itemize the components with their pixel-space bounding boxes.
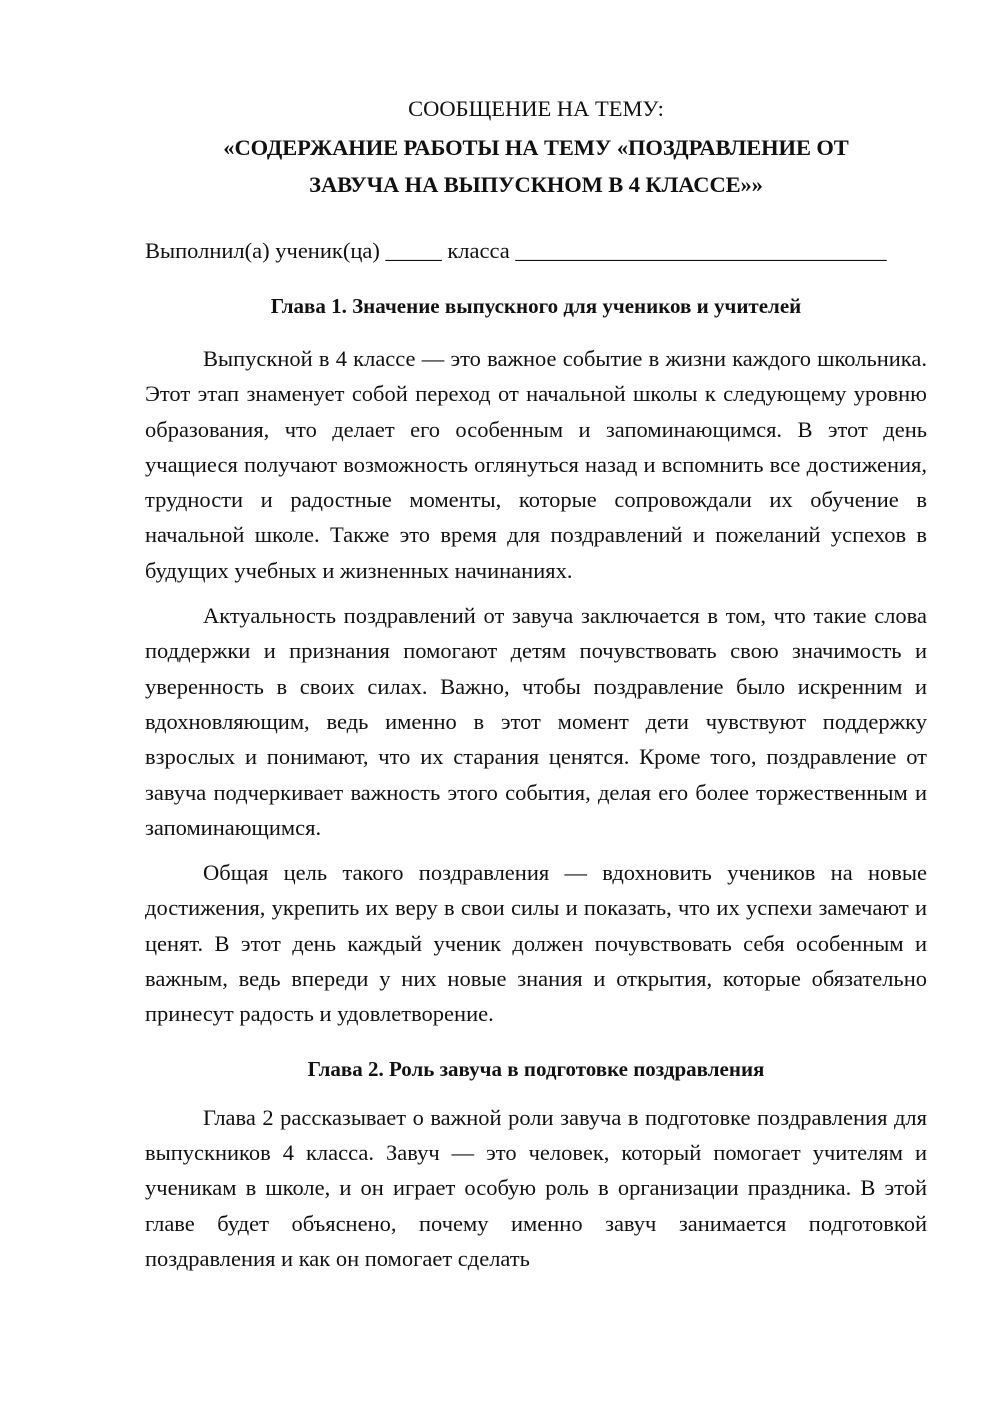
document-title-line-2: ЗАВУЧА НА ВЫПУСКНОМ В 4 КЛАССЕ»» [309,172,763,197]
document-title [145,129,927,203]
document-type-heading: СООБЩЕНИЕ НА ТЕМУ: [408,96,664,121]
performer-line: Выполнил(а) ученик(ца) _____ класса _________________________________ [145,238,887,263]
document-page [145,90,927,1276]
chapter-1-paragraph-1: Выпускной в 4 классе — это важное событие в жизни каждого школьника. Этот этап знаменует собой переход от начальной школы к следующему уровню образования, что делает его особенным и запоминающимся. В этот день учащиеся получают возможность оглянуться назад и вспомнить все достижения, трудности и радостные моменты, которые сопровождали их обучение в начальной школе. Также это время для поздравлений и пожеланий успехов в будущих учебных и жизненных начинаниях. [145,346,927,583]
chapter-2-paragraph-1: Глава 2 рассказывает о важной роли завуча в подготовке поздравления для выпускников 4 класса. Завуч — это человек, который помогает учителям и ученикам в школе, и он играет особую роль в организации праздника. В этой главе будет объяснено, почему именно завуч занимается подготовкой поздравления и как он помогает сделать [145,1104,927,1271]
chapter-2-heading: Глава 2. Роль завуча в подготовке поздравления [307,1056,765,1081]
chapter-1-heading: Глава 1. Значение выпускного для учеников и учителей [270,294,802,318]
chapter-1-paragraph-3: Общая цель такого поздравления — вдохновить учеников на новые достижения, укрепить их веру в свои силы и показать, что их успехи замечают и ценят. В этот день каждый ученик должен почувствовать себя особенным и важным, ведь впереди у них новые знания и открытия, которые обязательно принесут радость и удовлетворение. [145,860,927,1027]
chapter-1-paragraph-2: Актуальность поздравлений от завуча заключается в том, что такие слова поддержки и признания помогают детям почувствовать свою значимость и уверенность в своих силах. Важно, чтобы поздравление было искренним и вдохновляющим, ведь именно в этот момент дети чувствуют поддержку взрослых и понимают, что их старания ценятся. Кроме того, поздравление от завуча подчеркивает важность этого события, делая его более торжественным и запоминающимся. [145,603,927,840]
document-title-line-1: «СОДЕРЖАНИЕ РАБОТЫ НА ТЕМУ «ПОЗДРАВЛЕНИЕ ОТ [223,135,849,160]
